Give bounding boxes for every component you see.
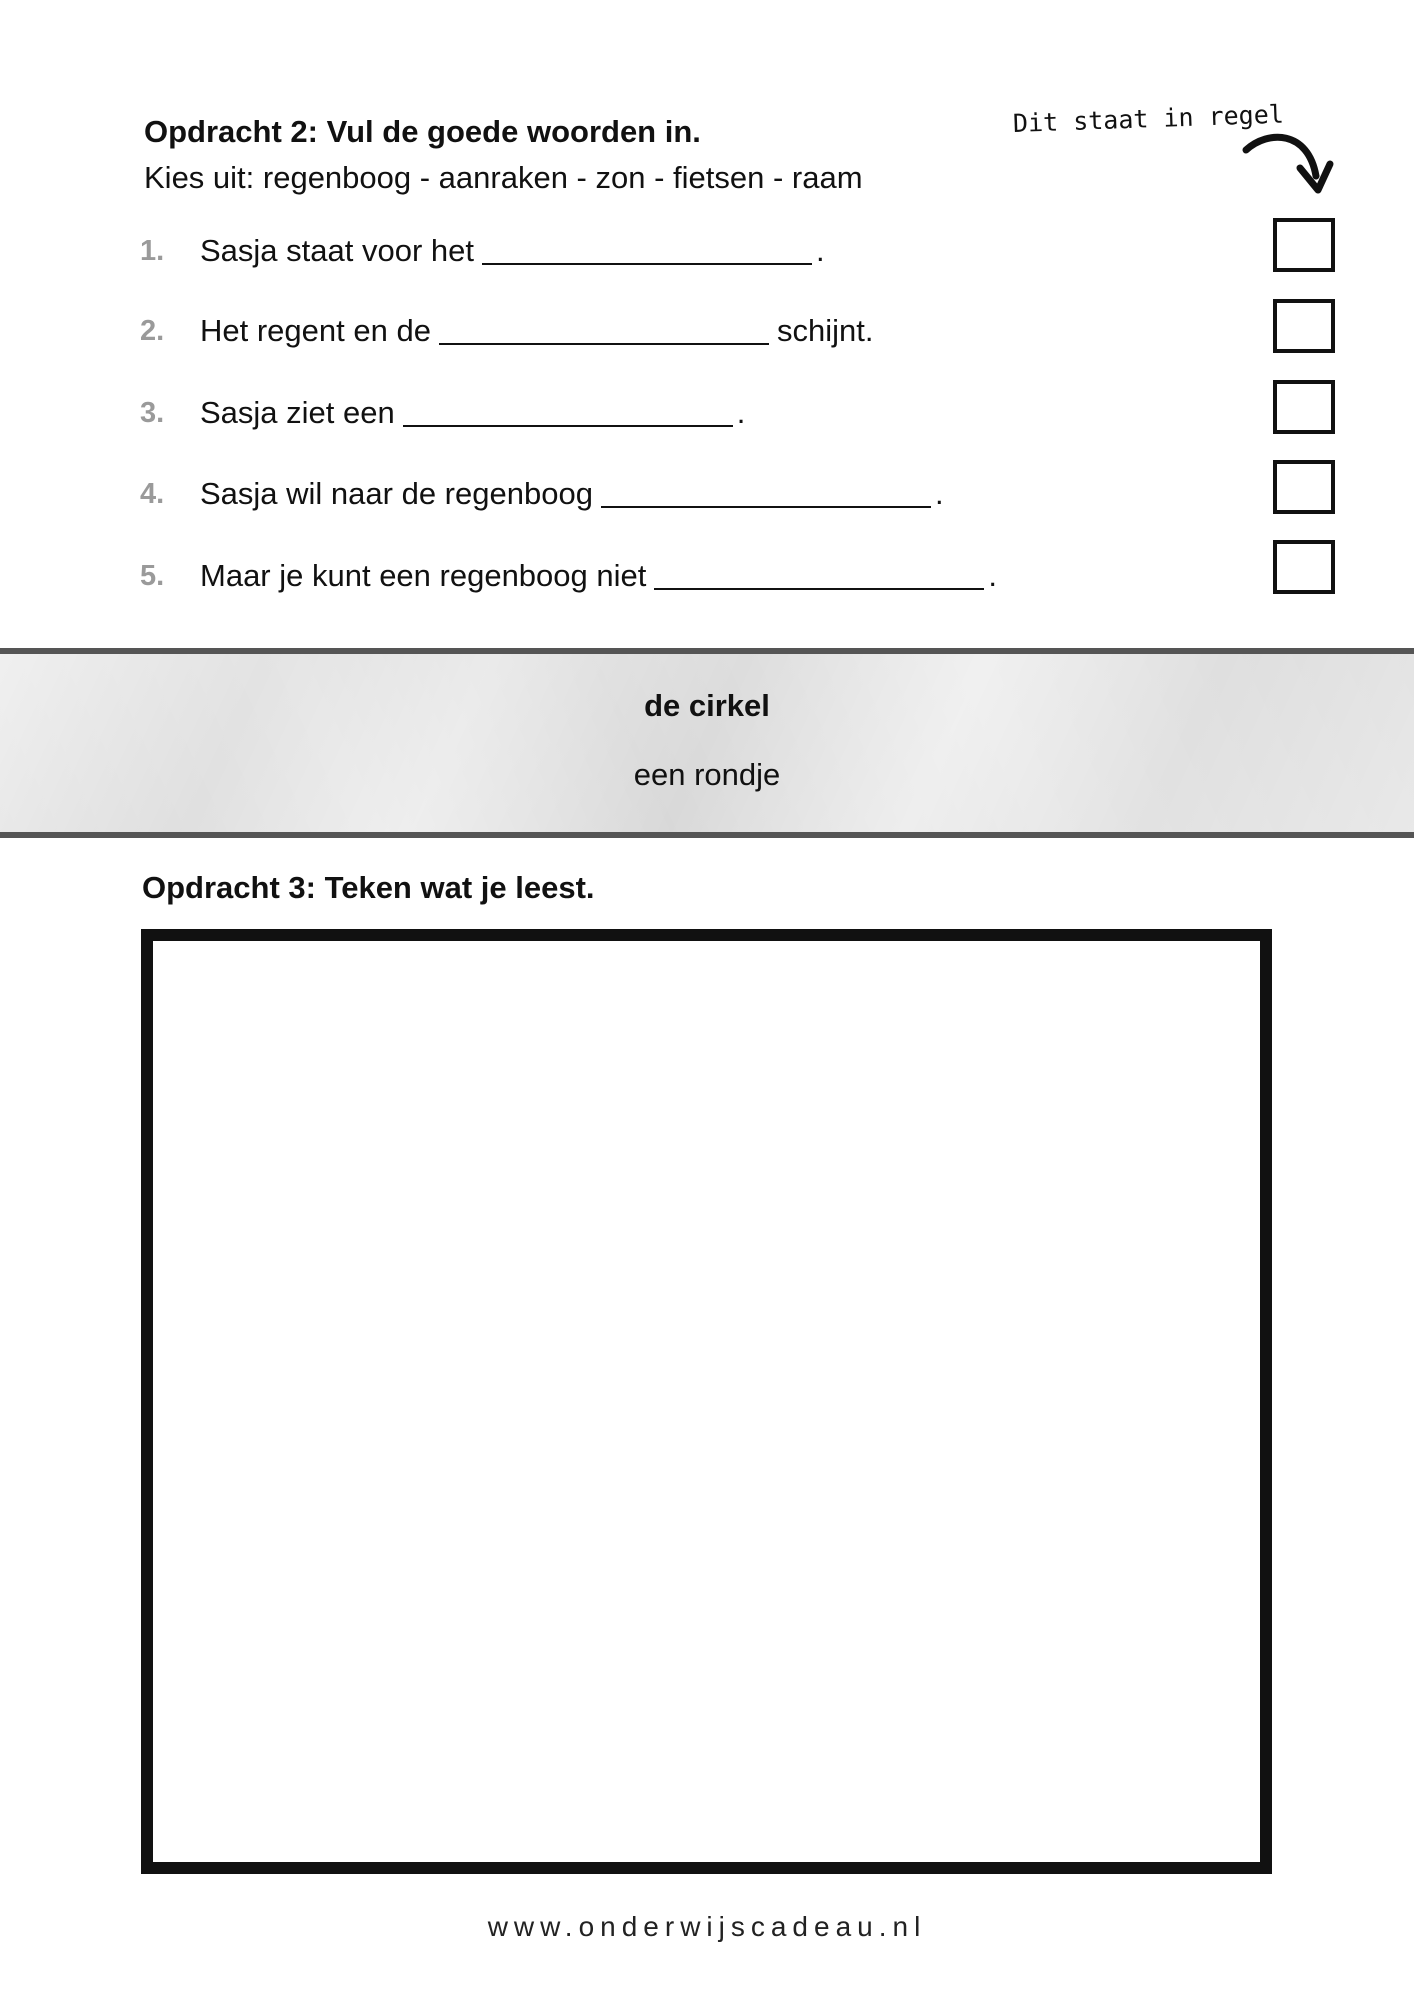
sentence-text-before: Sasja ziet een [200, 395, 395, 430]
drawing-area[interactable] [141, 929, 1272, 1874]
sentence-2 [140, 306, 873, 356]
exercise-2-title: Opdracht 2: Vul de goede woorden in. [144, 114, 701, 149]
answer-blank[interactable] [601, 505, 931, 508]
checkbox-line-2[interactable] [1273, 299, 1335, 353]
sentence-number: 1. [140, 234, 165, 267]
sentence-text-after: . [988, 558, 997, 593]
checkbox-line-1[interactable] [1273, 218, 1335, 272]
answer-blank[interactable] [403, 424, 733, 427]
sentence-text-before: Het regent en de [200, 313, 431, 348]
band-word: de cirkel [644, 688, 770, 723]
word-definition-band [0, 648, 1414, 838]
answer-blank[interactable] [482, 262, 812, 265]
sentence-number: 5. [140, 559, 165, 592]
sentence-number: 2. [140, 314, 165, 347]
exercise-3-title: Opdracht 3: Teken wat je leest. [142, 870, 595, 905]
sentence-3 [140, 388, 745, 438]
answer-blank[interactable] [654, 587, 984, 590]
checkbox-line-4[interactable] [1273, 460, 1335, 514]
sentence-text-before: Sasja staat voor het [200, 233, 474, 268]
word-choices: Kies uit: regenboog - aanraken - zon - fietsen - raam [144, 160, 863, 195]
sentence-text-before: Sasja wil naar de regenboog [200, 476, 593, 511]
checkbox-line-5[interactable] [1273, 540, 1335, 594]
sentence-text-after: schijnt. [776, 313, 874, 348]
hint-label: Dit staat in regel [1012, 99, 1285, 138]
sentence-4 [140, 469, 944, 519]
sentence-number: 4. [140, 477, 165, 510]
sentence-1 [140, 226, 825, 276]
answer-blank[interactable] [439, 342, 769, 345]
sentence-text-after: . [816, 233, 825, 268]
sentence-text-after: . [934, 476, 944, 511]
sentence-text-before: Maar je kunt een regenboog niet [200, 558, 647, 593]
sentence-text-after: . [736, 395, 746, 430]
footer-url: www.onderwijscadeau.nl [487, 1911, 927, 1942]
band-definition: een rondje [633, 757, 781, 792]
curved-arrow-icon [1238, 128, 1338, 208]
sentence-5 [140, 551, 997, 601]
sentence-number: 3. [140, 396, 165, 429]
checkbox-line-3[interactable] [1273, 380, 1335, 434]
